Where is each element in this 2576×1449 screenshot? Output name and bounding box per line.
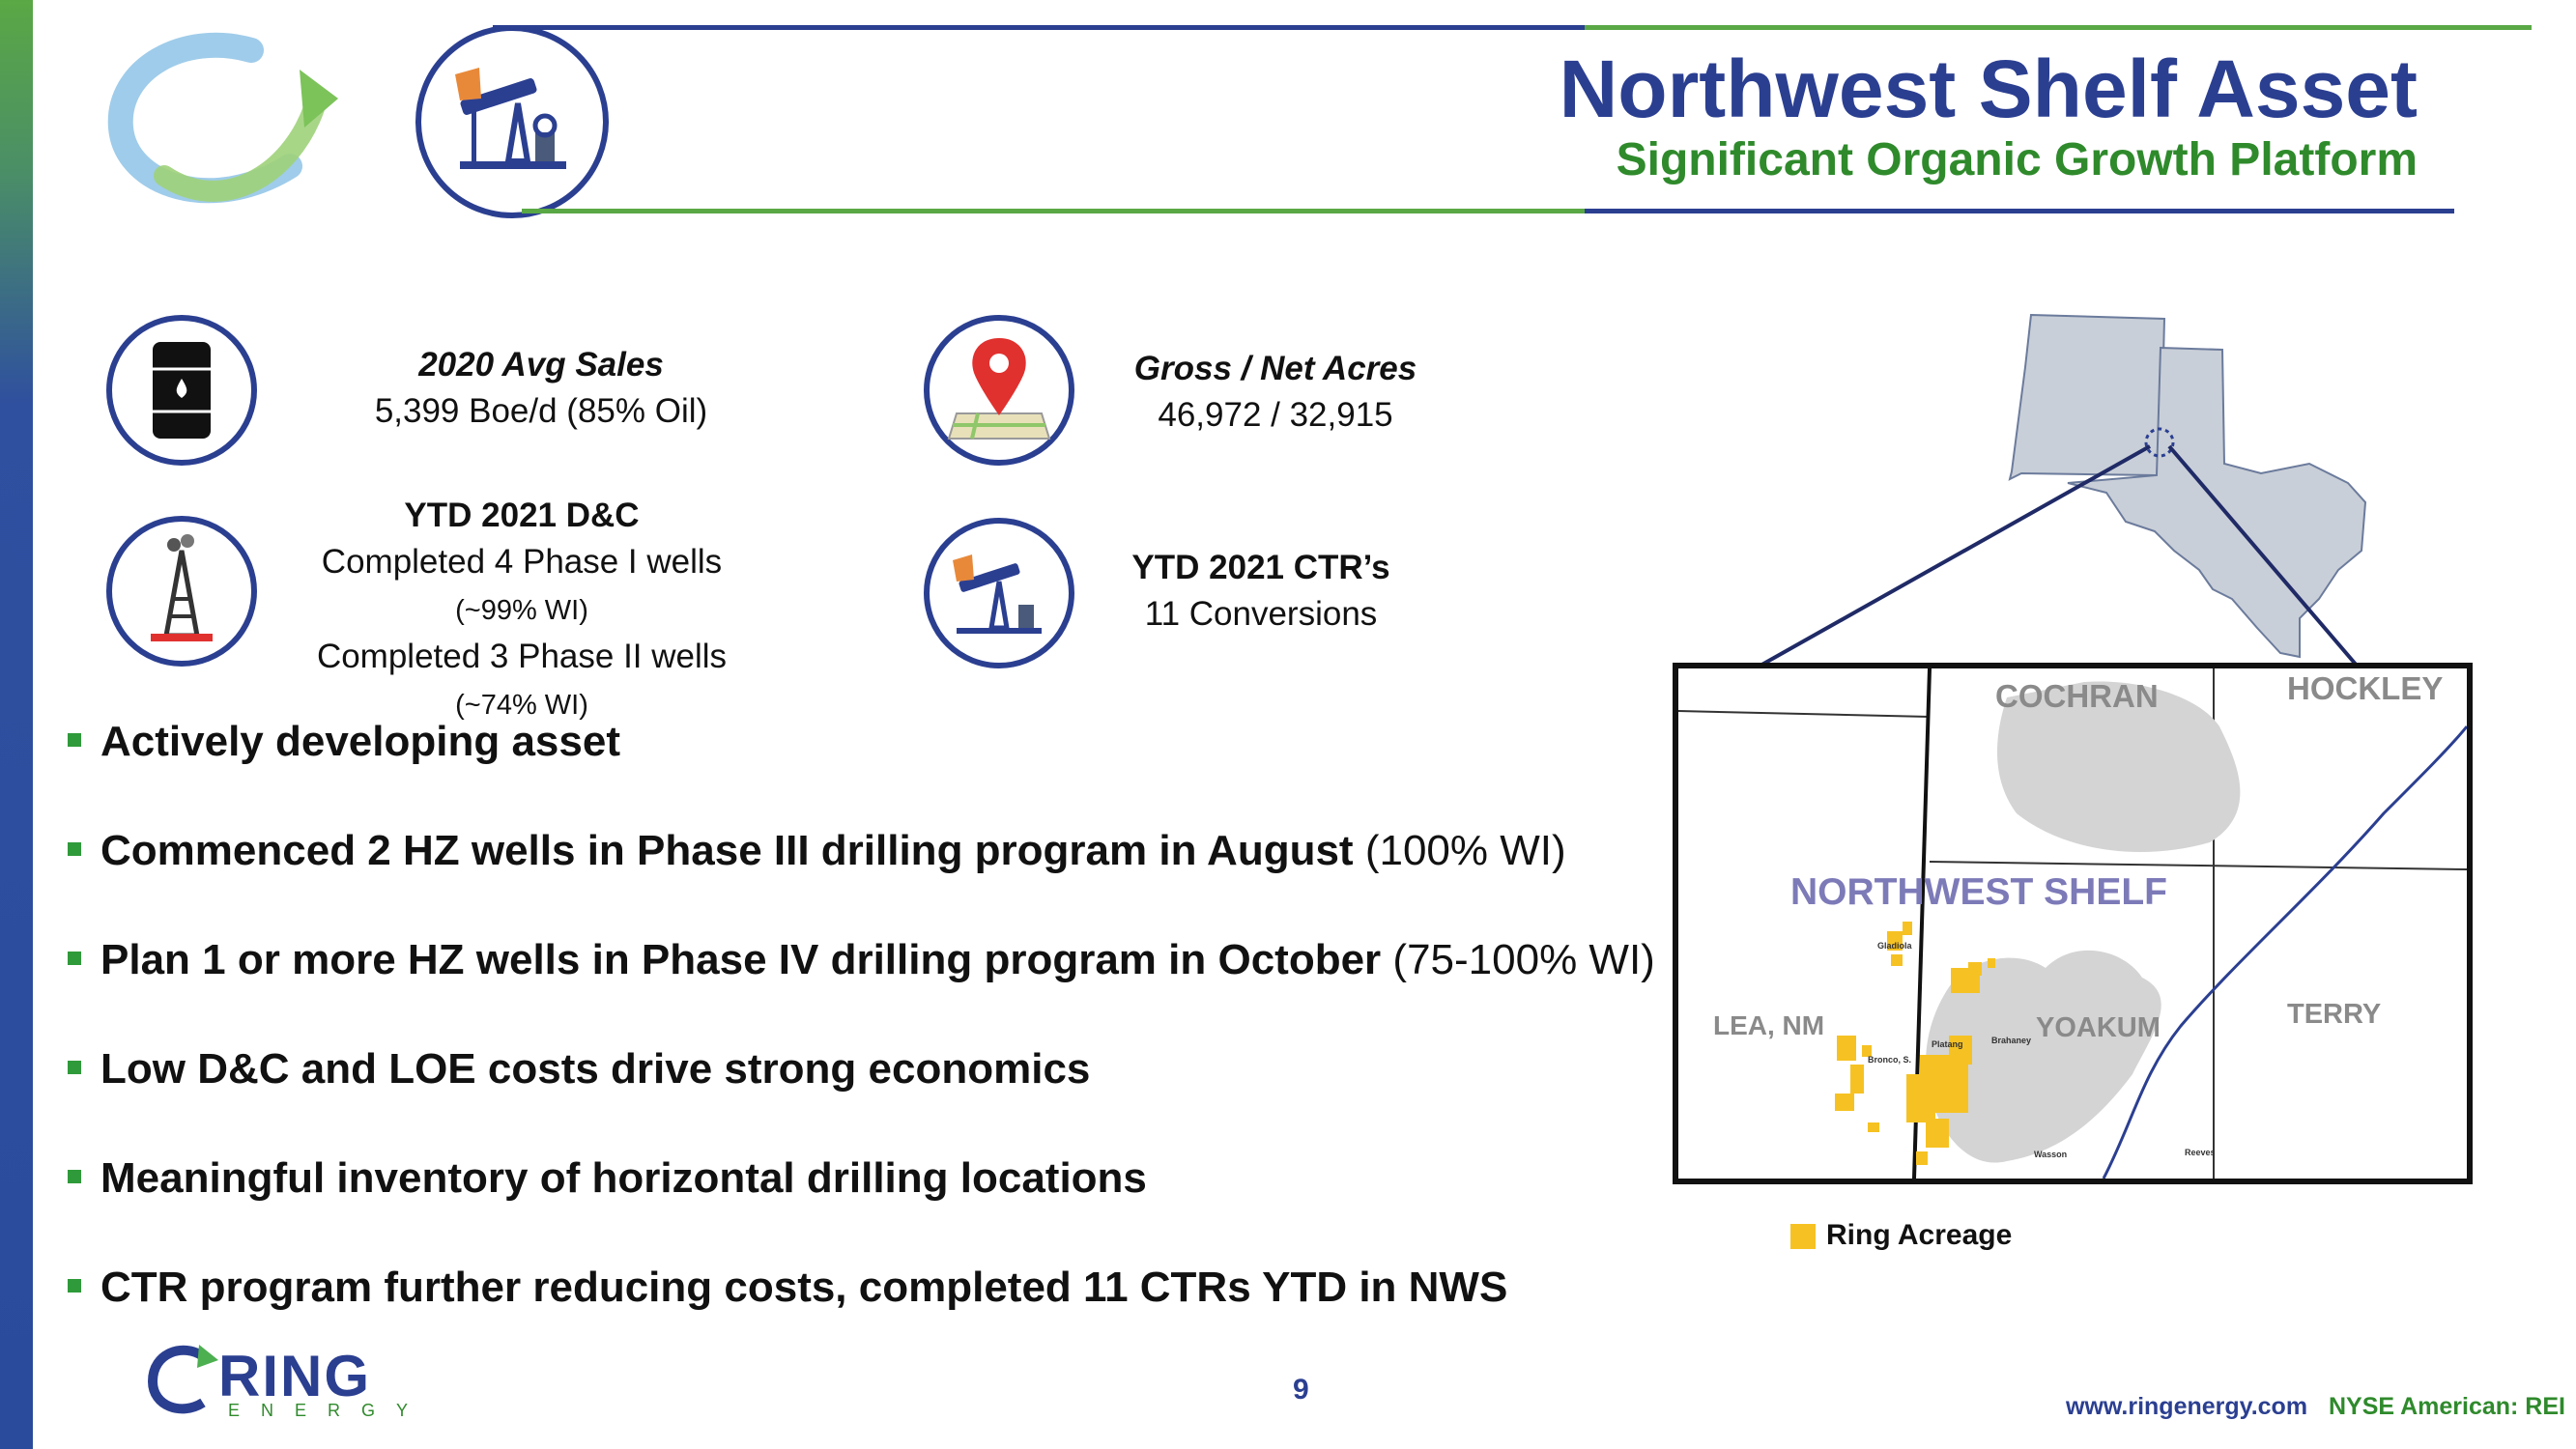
header-bottom-line-blue — [1585, 209, 2454, 213]
sales-value: 5,399 Boe/d (85% Oil) — [374, 392, 708, 430]
acres-heading: Gross / Net Acres — [1133, 350, 1417, 387]
dc-heading: YTD 2021 D&C — [404, 497, 640, 534]
acres-stat — [1102, 346, 1449, 439]
exchange-ticker: NYSE American: REI — [2329, 1393, 2565, 1420]
legend-swatch — [1790, 1224, 1816, 1249]
swoosh-logo-icon — [106, 31, 348, 214]
county-terry: TERRY — [2287, 999, 2382, 1030]
county-cochran: COCHRAN — [1995, 678, 2159, 714]
sales-heading: 2020 Avg Sales — [418, 346, 664, 384]
bullet-bold: Commenced 2 HZ wells in Phase III drilling program in August — [100, 827, 1354, 874]
legend-label: Ring Acreage — [1826, 1219, 2013, 1251]
bullet-marker — [68, 842, 81, 856]
bullet-marker — [68, 733, 81, 747]
bullet-marker — [68, 952, 81, 965]
bullet-bold: Meaningful inventory of horizontal drilling locations — [100, 1154, 1147, 1202]
pumpjack-header-icon — [415, 25, 609, 218]
header-top-line — [493, 25, 1604, 30]
header-top-line-green — [1585, 25, 2532, 30]
bullet-bold: CTR program further reducing costs, completed 11 CTRs YTD in NWS — [100, 1264, 1508, 1311]
dc-line-1-note: (~99% WI) — [455, 595, 588, 626]
detail-map — [1673, 663, 2473, 1184]
page-subtitle: Significant Organic Growth Platform — [1616, 134, 2418, 185]
header-bottom-line — [522, 209, 1585, 213]
bullet-marker — [68, 1061, 81, 1074]
dc-stat — [280, 493, 763, 728]
dc-line-2-text: Completed 3 Phase II wells — [316, 638, 728, 675]
map-pin-icon — [924, 315, 1074, 466]
ring-logo-icon — [145, 1343, 222, 1420]
bullet-bold: Plan 1 or more HZ wells in Phase IV drilling program in October — [100, 936, 1382, 983]
dc-line-1-text: Completed 4 Phase I wells — [321, 543, 723, 581]
page-number: 9 — [1293, 1374, 1309, 1406]
bullet-normal: (100% WI) — [1353, 827, 1566, 874]
logo-wordmark: RING — [218, 1344, 371, 1408]
callout-line-left — [1759, 446, 2150, 667]
detail-map-graphics — [1678, 668, 2467, 1179]
town-wasson: Wasson — [2034, 1150, 2068, 1159]
dc-line-1 — [280, 539, 763, 634]
new-mexico-shape — [2010, 315, 2164, 479]
county-yoakum: YOAKUM — [2036, 1012, 2161, 1043]
drilling-rig-icon — [106, 516, 257, 667]
town-reeves: Reeves — [2185, 1148, 2216, 1157]
acres-value: 46,972 / 32,915 — [1158, 396, 1393, 434]
bullet-marker — [68, 1279, 81, 1293]
town-platang: Platang — [1932, 1039, 1963, 1049]
pumpjack-small-icon — [924, 518, 1074, 668]
bullet-normal: (75-100% WI) — [1381, 936, 1655, 983]
oil-barrel-icon — [106, 315, 257, 466]
county-hockley: HOCKLEY — [2287, 670, 2444, 706]
county-lea: LEA, NM — [1713, 1010, 1825, 1040]
ctr-stat — [1102, 545, 1420, 638]
overview-map — [1720, 309, 2416, 676]
town-bronco: Bronco, S. — [1868, 1055, 1912, 1065]
logo-subtext: ENERGY — [228, 1401, 430, 1420]
bullet-bold: Actively developing asset — [100, 718, 620, 765]
sales-stat — [329, 342, 754, 435]
page-title: Northwest Shelf Asset — [1559, 43, 2418, 134]
dc-line-2-note: (~74% WI) — [455, 690, 588, 721]
town-gladiola: Gladiola — [1877, 941, 1912, 951]
website-link[interactable]: www.ringenergy.com — [2066, 1393, 2308, 1420]
ctr-heading: YTD 2021 CTR’s — [1131, 549, 1390, 586]
bullet-bold: Low D&C and LOE costs drive strong economics — [100, 1045, 1091, 1093]
ctr-value: 11 Conversions — [1144, 595, 1378, 633]
left-accent-bar — [0, 0, 33, 1449]
town-brahaney: Brahaney — [1991, 1036, 2032, 1045]
region-label: NORTHWEST SHELF — [1790, 871, 2167, 913]
bullet-marker — [68, 1170, 81, 1183]
